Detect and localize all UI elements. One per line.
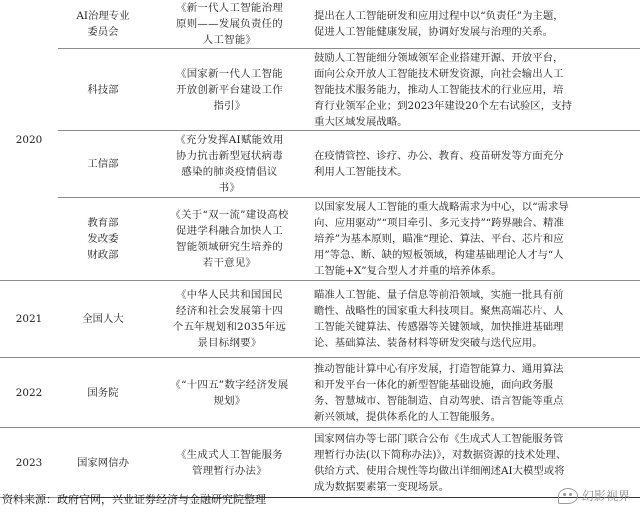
- watermark: [558, 487, 630, 504]
- table-row: [0, 0, 640, 49]
- table-row: [0, 198, 640, 281]
- description-cell: 在疫情管控、诊疗、办公、教育、疫苗研发等方面充分 利用人工智能技术。: [311, 131, 640, 198]
- dept-cell: 教育部 发改委 财政部: [58, 198, 148, 281]
- table-row: [0, 281, 640, 358]
- table-row: [0, 358, 640, 428]
- dept-cell: 全国人大: [58, 281, 148, 358]
- document-title-cell: 《“十四五”数字经济发展 规划》: [148, 358, 311, 428]
- year-cell: 2023: [0, 428, 58, 498]
- year-cell: 2021: [0, 281, 58, 358]
- document-title-cell: 《生成式人工智能服务 管理暂行办法》: [148, 428, 311, 498]
- document-title-cell: 《国家新一代人工智能 开放创新平台建设工作 指引》: [148, 49, 311, 131]
- dept-cell: 国家网信办: [58, 428, 148, 498]
- document-title-cell: 《关于“双一流”建设高校 促进学科融合加快人工 智能领域研究生培养的 若干意见》: [148, 198, 311, 281]
- year-cell: 2020: [0, 0, 58, 281]
- source-note: 资料来源：政府官网，兴业证券经济与金融研究院整理: [2, 493, 266, 506]
- dept-cell: 工信部: [58, 131, 148, 198]
- description-cell: 提出在人工智能研发和应用过程中以“负责任”为主题， 促进人工智能健康发展，协调好发展与治理的关系。: [311, 0, 640, 49]
- document-title-cell: 《充分发挥AI赋能效用 协力抗击新型冠状病毒 感染的肺炎疫情倡议 书》: [148, 131, 311, 198]
- table-row: [0, 131, 640, 198]
- description-cell: 鼓励人工智能细分领域领军企业搭建开源、开放平台， 面向公众开放人工智能技术研发资源，向社会输出人工 智能技术服务能力，推动人工智能技术的行业应用，培 育行业领军企业；到2023年建设20个左右试验区，支持 重大区域发展战略。: [311, 49, 640, 131]
- year-cell: 2022: [0, 358, 58, 428]
- document-title-cell: 《中华人民共和国国民 经济和社会发展第十四 个五年规划和2035年远 景目标纲要》: [148, 281, 311, 358]
- description-cell: 以国家发展人工智能的重大战略需求为中心，以“需求导 向、应用驱动”“项目牵引、多元支持”“跨界融合、精准 培养”为基本原则，瞄准“理论、算法、平台、芯片和应 用”等急、断、缺的短板领域，构建基础理论人才与“人 工智能+X”复合型人才并重的培养体系。: [311, 198, 640, 281]
- table-row: [0, 428, 640, 498]
- description-cell: 国家网信办等七部门联合公布《生成式人工智能服务管 理暂行办法(以下简称办法)》，对数据资源的技术处理、 供给方式、使用合规性等均做出详细阐述AI大模型或将 成为数据要素第一变现场景。: [311, 428, 640, 498]
- dept-cell: 科技部: [58, 49, 148, 131]
- watermark-label: 幻影视界: [581, 489, 630, 503]
- description-cell: 瞄准人工智能、量子信息等前沿领域，实施一批具有前 瞻性、战略性的国家重大科技项目。聚焦高端芯片、人 工智能关键算法、传感器等关键领域，加快推进基础理 论、基础算法、装备材料等研发突破与迭代应用。: [311, 281, 640, 358]
- dept-cell: 国务院: [58, 358, 148, 428]
- description-cell: 推动智能计算中心有序发展，打造智能算力、通用算法 和开发平台一体化的新型智能基础设施，面向政务服 务、智慧城市、智能制造、自动驾驶、语言智能等重点 新兴领域，提供体系化的人工智能服务。: [311, 358, 640, 428]
- table-row: [0, 49, 640, 131]
- document-title-cell: 《新一代人工智能治理 原则——发展负责任的 人工智能》: [148, 0, 311, 49]
- dept-cell: AI治理专业 委员会: [58, 0, 148, 49]
- wechat-icon: [558, 488, 578, 504]
